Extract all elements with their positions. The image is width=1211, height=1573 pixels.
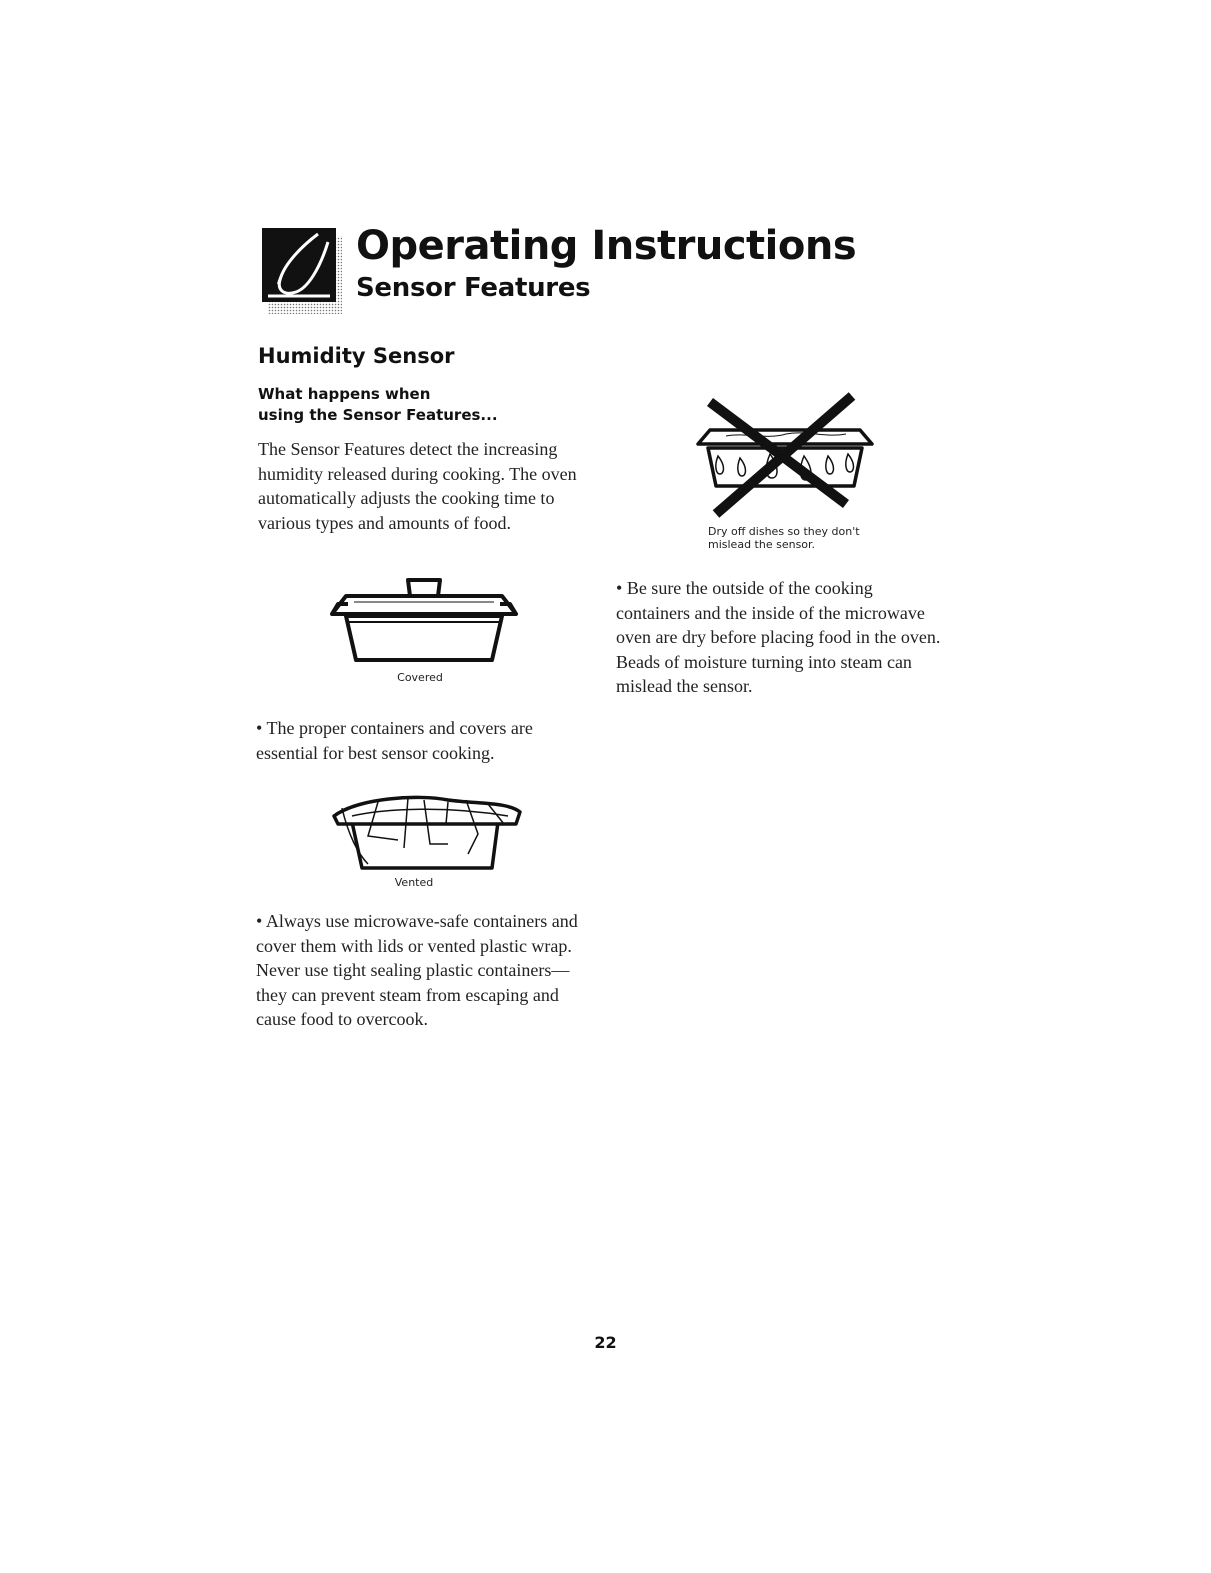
sub-heading-line-2: using the Sensor Features... — [258, 406, 498, 424]
oven-mitt-icon — [262, 228, 342, 314]
page-title: Operating Instructions — [356, 223, 857, 269]
covered-dish-illustration — [326, 572, 522, 668]
dry-caption-line-2: mislead the sensor. — [708, 538, 816, 551]
bullet-containers — [256, 716, 586, 765]
bullet-dot: • — [616, 578, 623, 598]
section-heading: Humidity Sensor — [258, 344, 455, 368]
bullet-always — [256, 909, 586, 1032]
wet-dish-crossed-illustration — [696, 392, 876, 522]
bullet-dry — [616, 576, 946, 699]
sub-heading — [258, 384, 578, 426]
covered-caption: Covered — [397, 671, 443, 684]
vented-caption: Vented — [394, 876, 434, 889]
dry-caption-line-1: Dry off dishes so they don't — [708, 525, 860, 538]
bullet-dot: • — [256, 911, 263, 931]
intro-paragraph: The Sensor Features detect the increasing humidity released during cooking. The oven automatically adjusts the cooking time to various types and amounts of food. — [258, 439, 577, 533]
page-number: 22 — [594, 1333, 617, 1352]
dry-dishes-caption — [708, 525, 908, 551]
bullet-always-text: Always use microwave-safe containers and cover them with lids or vented plastic wrap. Never use tight sealing plastic containers—they can prevent steam from escaping and cause food to overcook. — [256, 911, 578, 1029]
bullet-containers-text: The proper containers and covers are essential for best sensor cooking. — [256, 718, 533, 763]
bullet-dry-text: Be sure the outside of the cooking containers and the inside of the microwave oven are dry before placing food in the oven. Beads of moisture turning into steam can mislead the sensor. — [616, 578, 941, 696]
bullet-dot: • — [256, 718, 263, 738]
page-subtitle: Sensor Features — [356, 273, 591, 303]
vented-dish-illustration — [328, 794, 524, 874]
sub-heading-line-1: What happens when — [258, 385, 431, 403]
